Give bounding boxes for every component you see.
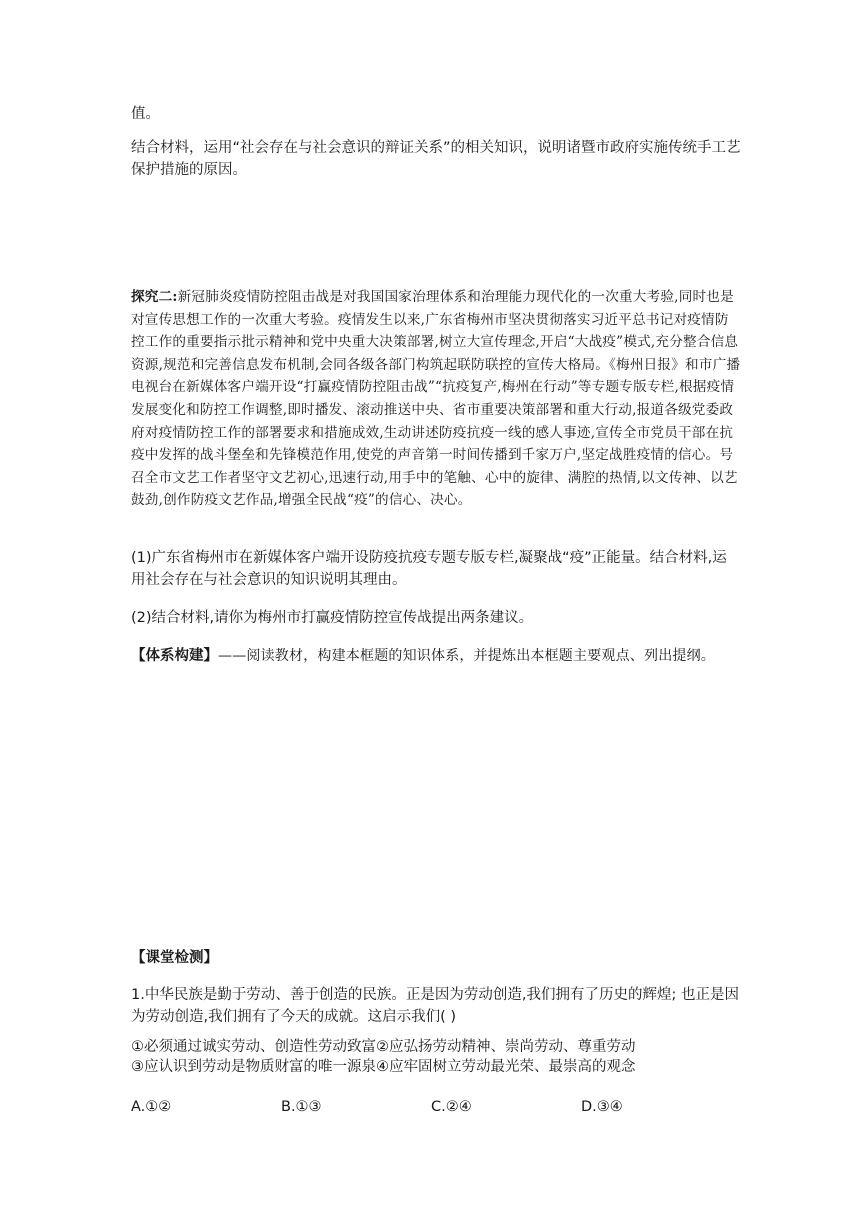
system-construction-text: ——阅读教材，构建本框题的知识体系，并提炼出本框题主要观点、列出提纲。 — [218, 648, 715, 664]
explore-two-question-1: (1)广东省梅州市在新媒体客户端开设防疫抗疫专题专版专栏,凝聚战“疫”正能量。结合材料,运用社会存在与社会意识的知识说明其理由。 — [131, 550, 727, 588]
system-construction — [131, 645, 791, 668]
explore-two-label: 探究二: — [131, 289, 178, 305]
explore-two-text: 新冠肺炎疫情防控阻击战是对我国国家治理体系和治理能力现代化的一次重大考验,同时也是对宣传思想工作的一次重大考验。疫情发生以来,广东省梅州市坚决贯彻落实习近平总书记对疫情防控工作的重要指示批示精神和党中央重大决策部署,树立大宣传理念,开启“大战疫”模式,充分整合信息资源,规范和完善信息发布机制,会同各级各部门构筑起联防联控的宣传大格局。《梅州日报》和市广播电视台在新媒体客户端开设“打赢疫情防控阻击战”“抗疫复产,梅州在行动”等专题专版专栏,根据疫情发展变化和防控工作调整,即时播发、滚动推送中央、省市重要决策部署和重大行动,报道各级党委政府对疫情防控工作的部署要求和措施成效,生动讲述防疫抗疫一线的感人事迹,宣传全市党员干部在抗疫中发挥的战斗堡垒和先锋模范作用,使党的声音第一时间传播到千家万户,坚定战胜疫情的信心。号召全市文艺工作者坚守文艺初心,迅速行动,用手中的笔触、心中的旋律、满腔的热情,以文传神、以艺鼓劲,创作防疫文艺作品,增强全民战“疫”的信心、决心。 — [131, 289, 741, 509]
check-question-number: 1. — [131, 987, 145, 1003]
check-statements-line-2: ③应认识到劳动是物质财富的唯一源泉④应牢固树立劳动最光荣、最崇高的观念 — [131, 1059, 636, 1075]
option-b: B.①③ — [281, 1099, 322, 1115]
option-c: C.②④ — [431, 1099, 472, 1115]
system-construction-label: 【体系构建】 — [131, 648, 218, 664]
option-d: D.③④ — [581, 1099, 623, 1115]
check-question-text: 中华民族是勤于劳动、善于创造的民族。正是因为劳动创造,我们拥有了历史的辉煌; 也正是因为劳动创造,我们拥有了今天的成就。这启示我们( ) — [131, 987, 739, 1025]
previous-answer-tail: 值。 — [131, 106, 160, 122]
question-traditional-craft: 结合材料，运用“社会存在与社会意识的辩证关系”的相关知识，说明诸暨市政府实施传统手工艺保护措施的原因。 — [131, 140, 741, 178]
option-a: A.①② — [131, 1099, 172, 1115]
check-question-1 — [131, 984, 741, 1028]
explore-two-question-2: (2)结合材料,请你为梅州市打赢疫情防控宣传战提出两条建议。 — [131, 610, 534, 626]
classroom-check-heading: 【课堂检测】 — [131, 950, 218, 966]
check-statements-line-1: ①必须通过诚实劳动、创造性劳动致富②应弘扬劳动精神、崇尚劳动、尊重劳动 — [131, 1039, 636, 1055]
explore-two-material — [131, 286, 741, 512]
